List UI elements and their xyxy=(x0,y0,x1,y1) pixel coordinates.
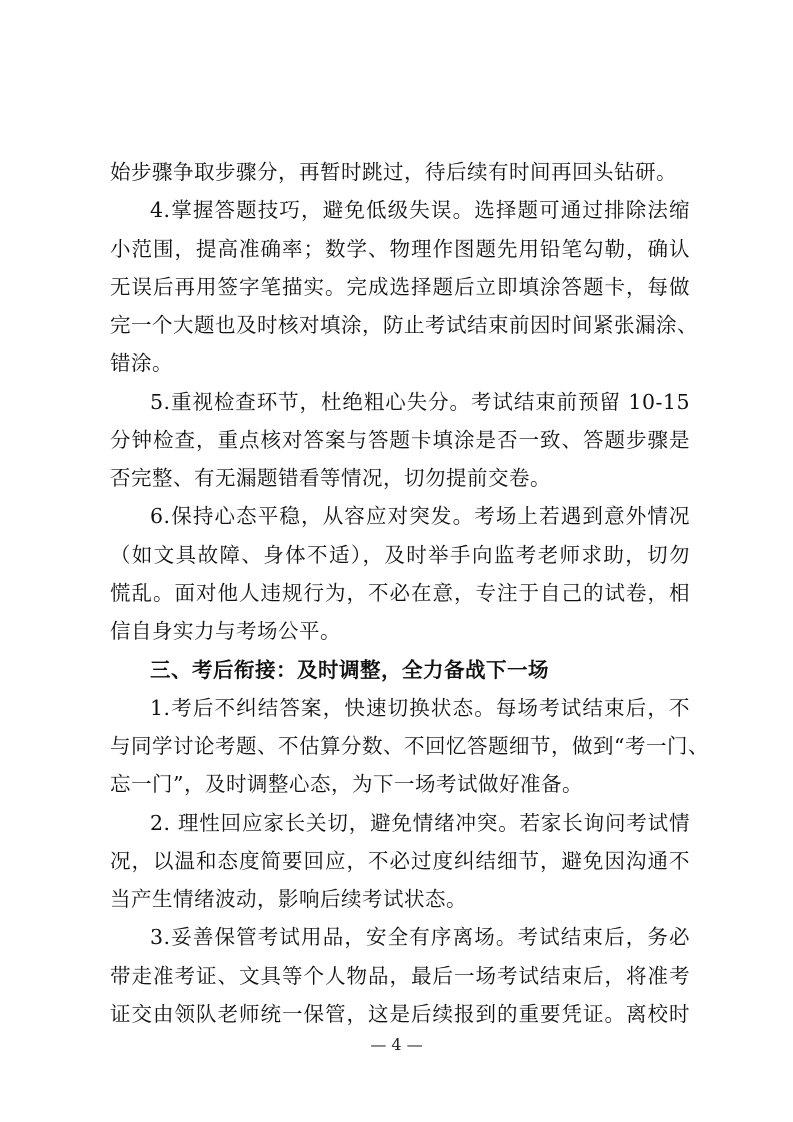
text-line: 2. 理性回应家长关切，避免情绪冲突。若家长询问考试情 xyxy=(150,811,690,835)
text-line: 5.重视检查环节，杜绝粗心失分。考试结束前预留 10-15 xyxy=(150,390,690,414)
text-line: 始步骤争取步骤分，再暂时跳过，待后续有时间再回头钻研。 xyxy=(110,160,677,184)
text-line: （如文具故障、身体不适），及时举手向监考老师求助，切勿 xyxy=(110,543,690,567)
page-number: — 4 — xyxy=(370,1035,423,1054)
text-line: 忘一门”，及时调整心态，为下一场考试做好准备。 xyxy=(110,772,583,796)
text-line: 带走准考证、文具等个人物品，最后一场考试结束后，将准考 xyxy=(110,964,690,988)
text-line: 分钟检查，重点核对答案与答题卡填涂是否一致、答题步骤是 xyxy=(110,428,690,452)
text-line: 信自身实力与考场公平。 xyxy=(110,619,341,643)
text-line: 证交由领队老师统一保管，这是后续报到的重要凭证。离校时 xyxy=(110,1002,690,1026)
text-line: 3.妥善保管考试用品，安全有序离场。考试结束后，务必 xyxy=(150,925,690,949)
text-line: 4.掌握答题技巧，避免低级失误。选择题可通过排除法缩 xyxy=(150,198,690,222)
section-heading: 三、考后衔接：及时调整，全力备战下一场 xyxy=(150,658,549,682)
text-line: 慌乱。面对他人违规行为，不必在意，专注于自己的试卷，相 xyxy=(110,581,690,605)
text-line: 完一个大题也及时核对填涂，防止考试结束前因时间紧张漏涂、 xyxy=(110,313,698,337)
text-line: 无误后再用签字笔描实。完成选择题后立即填涂答题卡，每做 xyxy=(110,275,690,299)
text-line: 当产生情绪波动，影响后续考试状态。 xyxy=(110,887,467,911)
text-line: 否完整、有无漏题错看等情况，切勿提前交卷。 xyxy=(110,466,551,490)
text-line: 小范围，提高准确率；数学、物理作图题先用铅笔勾勒，确认 xyxy=(110,237,690,261)
text-line: 与同学讨论考题、不估算分数、不回忆答题细节，做到“考一门、 xyxy=(110,734,709,758)
text-line: 况，以温和态度简要回应，不必过度纠结细节，避免因沟通不 xyxy=(110,849,690,873)
text-line: 1.考后不纠结答案，快速切换状态。每场考试结束后，不 xyxy=(150,696,690,720)
text-line: 6.保持心态平稳，从容应对突发。考场上若遇到意外情况 xyxy=(150,504,690,528)
text-line: 错涂。 xyxy=(110,351,173,375)
